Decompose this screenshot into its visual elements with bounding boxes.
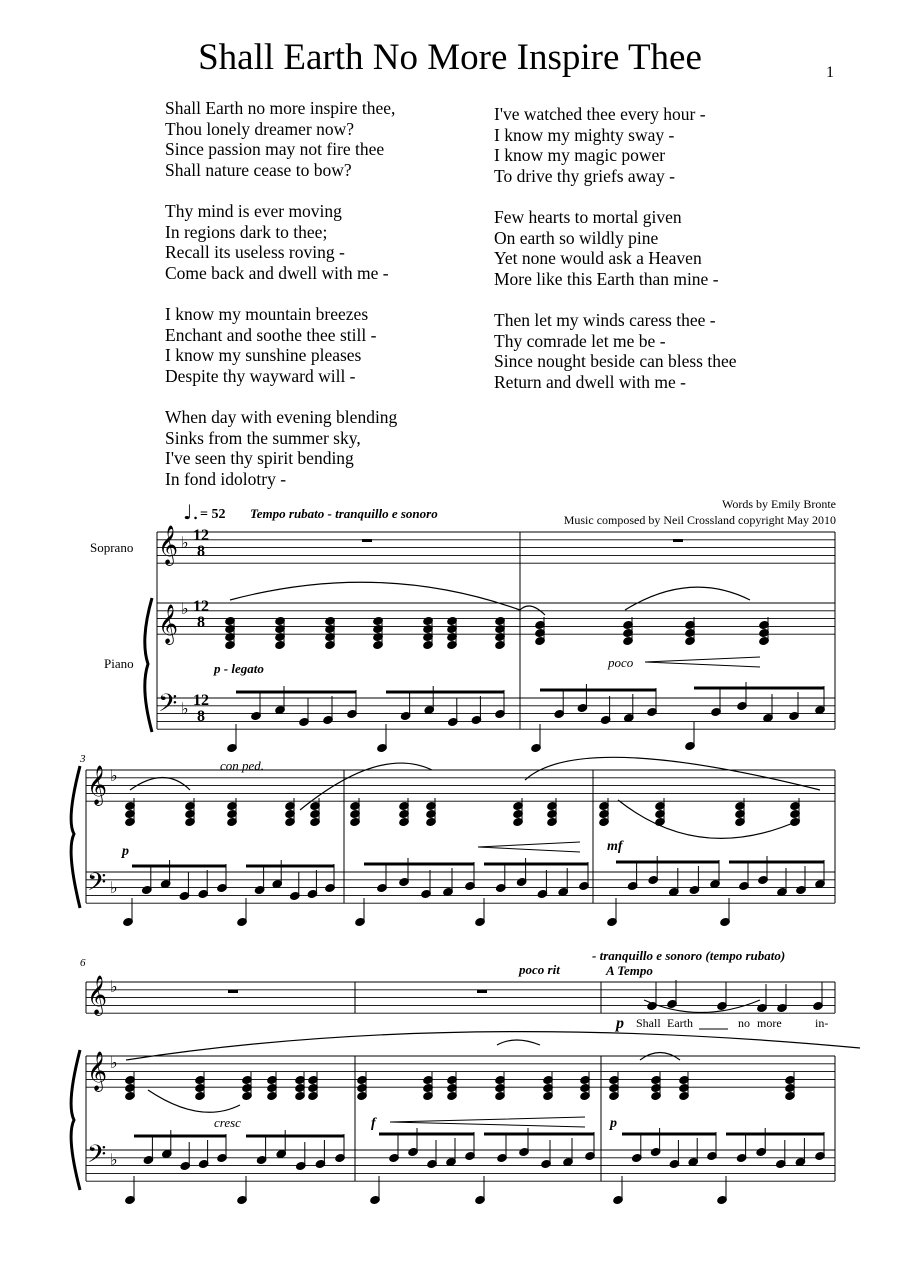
crescendo-hairpin — [390, 1117, 585, 1127]
treble-clef-icon: 𝄞 — [158, 525, 179, 565]
lyric-line: Since passion may not fire thee — [165, 139, 385, 160]
lyric-line: Shall nature cease to bow? — [165, 159, 352, 180]
lyric-line: In fond idolotry - — [165, 468, 287, 489]
flat-icon: ♭ — [110, 880, 118, 897]
tempo-note-symbol: ♩. — [183, 500, 199, 524]
lyric-line: When day with evening blending — [165, 406, 398, 427]
piano-brace-icon — [145, 598, 152, 732]
dynamic-poco: poco — [608, 655, 634, 670]
time-sig-bottom: 8 — [197, 614, 205, 631]
lyric-line: Shall Earth no more inspire thee, — [165, 98, 396, 118]
treble-clef-icon: 𝄞 — [87, 765, 108, 805]
measure-number: 6 — [80, 957, 86, 969]
poco-rit: poco rit — [519, 962, 560, 977]
time-sig-bottom: 8 — [197, 543, 205, 560]
lyric-line: Then let my winds caress thee - — [494, 309, 716, 330]
flat-icon: ♭ — [181, 601, 189, 618]
dynamic-con-ped: con ped. — [220, 758, 265, 773]
lyric-line: I know my mountain breezes — [165, 303, 369, 324]
treble-clef-icon: 𝄞 — [87, 1051, 108, 1091]
credit-words: Words by Emily Bronte — [721, 497, 836, 511]
treble-clef-icon: 𝄞 — [158, 604, 179, 644]
flat-icon: ♭ — [181, 701, 189, 718]
lyric-line: I know my sunshine pleases — [165, 345, 362, 366]
flat-icon: ♭ — [110, 768, 118, 785]
piano-brace-icon — [71, 766, 80, 908]
sung-word: more — [757, 1016, 782, 1030]
time-sig-bottom: 8 — [197, 708, 205, 725]
a-tempo: A Tempo — [606, 963, 653, 978]
lyric-line: Thy mind is ever moving — [165, 200, 342, 221]
sung-word: in- — [815, 1016, 829, 1030]
instrument-piano: Piano — [104, 656, 134, 671]
lyric-line: I know my mighty sway - — [494, 124, 675, 145]
bass-clef-icon: 𝄢 — [158, 689, 178, 724]
lyric-line: Thou lonely dreamer now? — [165, 118, 355, 139]
lyric-line: Thy comrade let me be - — [494, 330, 666, 351]
flat-icon: ♭ — [181, 535, 189, 552]
instrument-soprano: Soprano — [90, 540, 134, 555]
measure-number: 3 — [80, 753, 86, 765]
page-number: 1 — [826, 64, 834, 81]
flat-icon: ♭ — [110, 979, 118, 996]
lyric-line: Sinks from the summer sky, — [165, 427, 361, 448]
time-sig-top: 12 — [193, 692, 209, 709]
lyric-line: In regions dark to thee; — [165, 221, 328, 242]
lyric-line: To drive thy griefs away - — [494, 165, 676, 186]
whole-rest-icon — [362, 539, 372, 542]
lyric-line: I've watched thee every hour - — [494, 104, 706, 124]
lyric-line: More like this Earth than mine - — [494, 268, 719, 289]
sung-word: Shall — [636, 1016, 661, 1030]
dynamic-p: p — [610, 1116, 617, 1131]
bass-clef-icon: 𝄢 — [87, 868, 107, 903]
whole-rest-icon — [477, 990, 487, 993]
lyric-line: Recall its useless roving - — [165, 242, 345, 263]
time-sig-top: 12 — [193, 527, 209, 544]
crescendo-hairpin — [478, 842, 580, 852]
lyric-line: Few hearts to mortal given — [494, 206, 682, 227]
lyric-line: Yet none would ask a Heaven — [494, 248, 702, 269]
flat-icon: ♭ — [110, 1152, 118, 1169]
sung-word: no — [738, 1016, 750, 1030]
dynamic-p-legato: p - legato — [214, 661, 264, 676]
tempo-instruction: - tranquillo e sonoro (tempo rubato) — [592, 948, 786, 963]
page-title: Shall Earth No More Inspire Thee — [198, 37, 702, 78]
dynamic-f: f — [371, 1116, 376, 1131]
flat-icon: ♭ — [110, 1055, 118, 1072]
time-sig-top: 12 — [193, 598, 209, 615]
lyric-line: Since nought beside can bless thee — [494, 351, 737, 372]
crescendo-hairpin — [645, 657, 760, 667]
tempo-text: Tempo rubato - tranquillo e sonoro — [250, 506, 438, 521]
treble-clef-icon: 𝄞 — [87, 975, 108, 1015]
tempo-value: = 52 — [200, 507, 226, 522]
lyric-line: On earth so wildly pine — [494, 227, 659, 248]
piano-brace-icon — [71, 1050, 80, 1190]
dynamic-mf: mf — [607, 839, 623, 854]
credit-music: Music composed by Neil Crossland copyright May 2010 — [563, 513, 836, 527]
dynamic-p: p — [122, 844, 129, 859]
dynamic-cresc: cresc — [214, 1115, 241, 1130]
whole-rest-icon — [673, 539, 683, 542]
sung-word: Earth — [667, 1016, 693, 1030]
lyric-line: Return and dwell with me - — [494, 371, 686, 392]
bass-clef-icon: 𝄢 — [87, 1140, 107, 1175]
lyric-line: Despite thy wayward will - — [165, 365, 356, 386]
whole-rest-icon — [228, 990, 238, 993]
lyric-line: I know my magic power — [494, 145, 666, 166]
lyric-line: I've seen thy spirit bending — [165, 448, 354, 469]
lyric-line: Enchant and soothe thee still - — [165, 324, 377, 345]
lyric-line: Come back and dwell with me - — [165, 262, 389, 283]
dynamic-p-voice: p — [616, 1015, 624, 1032]
